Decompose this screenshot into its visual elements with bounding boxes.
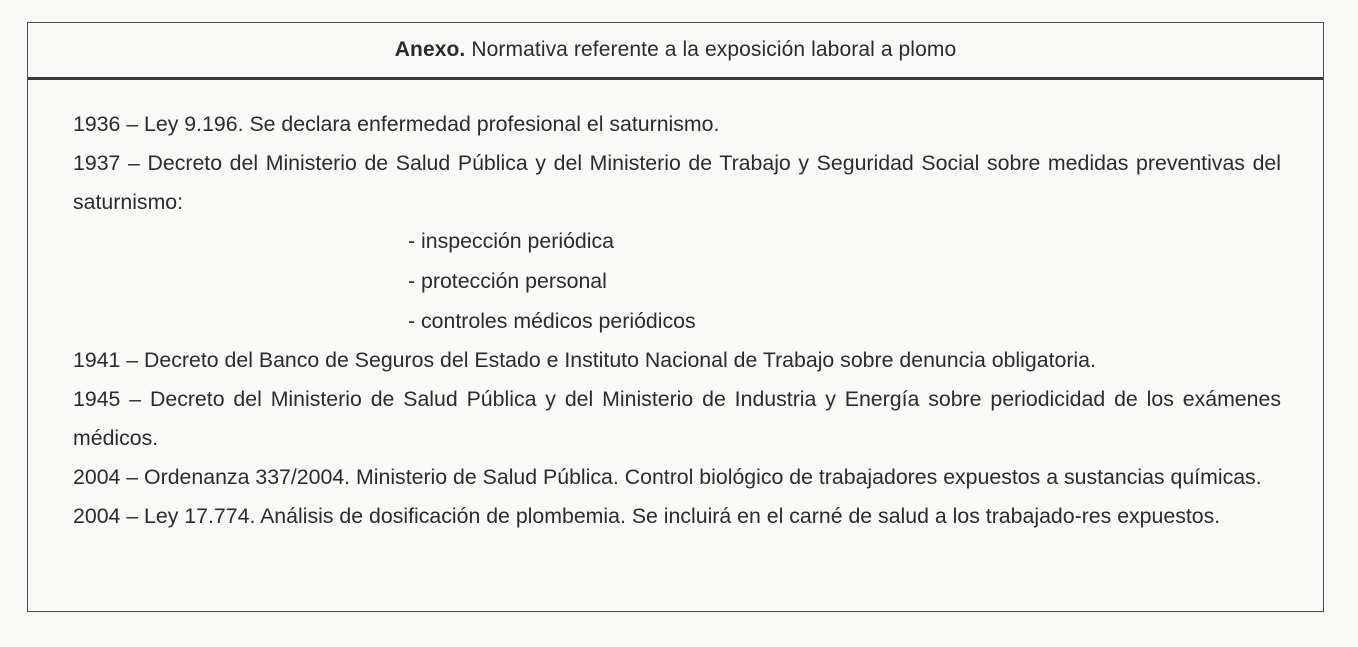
- regulation-entry-2004-ordinance: 2004 – Ordenanza 337/2004. Ministerio de Salud Pública. Control biológico de trabajadores expuestos a sustancias químicas.: [73, 464, 1262, 489]
- annex-header: [28, 23, 1323, 80]
- regulation-entry-1941: 1941 – Decreto del Banco de Seguros del Estado e Instituto Nacional de Trabajo sobre denuncia obligatoria.: [73, 348, 1096, 373]
- measure-item: - inspección periódica: [408, 229, 614, 254]
- annex-title-bold: Anexo.: [394, 38, 466, 61]
- measures-list: [73, 221, 1281, 341]
- regulation-entry-1936: 1936 – Ley 9.196. Se declara enfermedad profesional el saturnismo.: [73, 112, 720, 136]
- regulation-entry-1945: 1945 – Decreto del Ministerio de Salud Pública y del Ministerio de Industria y Energía sobre periodicidad de los exámenes médicos.: [73, 387, 1281, 450]
- measure-item: - protección personal: [408, 269, 607, 294]
- regulation-entry-2004-law: 2004 – Ley 17.774. Análisis de dosificación de plombemia. Se incluirá en el carné de salud a los trabajado-res expuestos.: [73, 503, 1221, 528]
- measure-item: - controles médicos periódicos: [408, 309, 696, 334]
- annex-title: Normativa referente a la exposición laboral a plomo: [471, 38, 957, 61]
- regulation-list: [73, 105, 1281, 535]
- annex-box: [27, 22, 1324, 612]
- regulation-entry-1937: 1937 – Decreto del Ministerio de Salud Pública y del Ministerio de Trabajo y Seguridad Social sobre medidas preventivas del saturnismo:: [73, 150, 1281, 214]
